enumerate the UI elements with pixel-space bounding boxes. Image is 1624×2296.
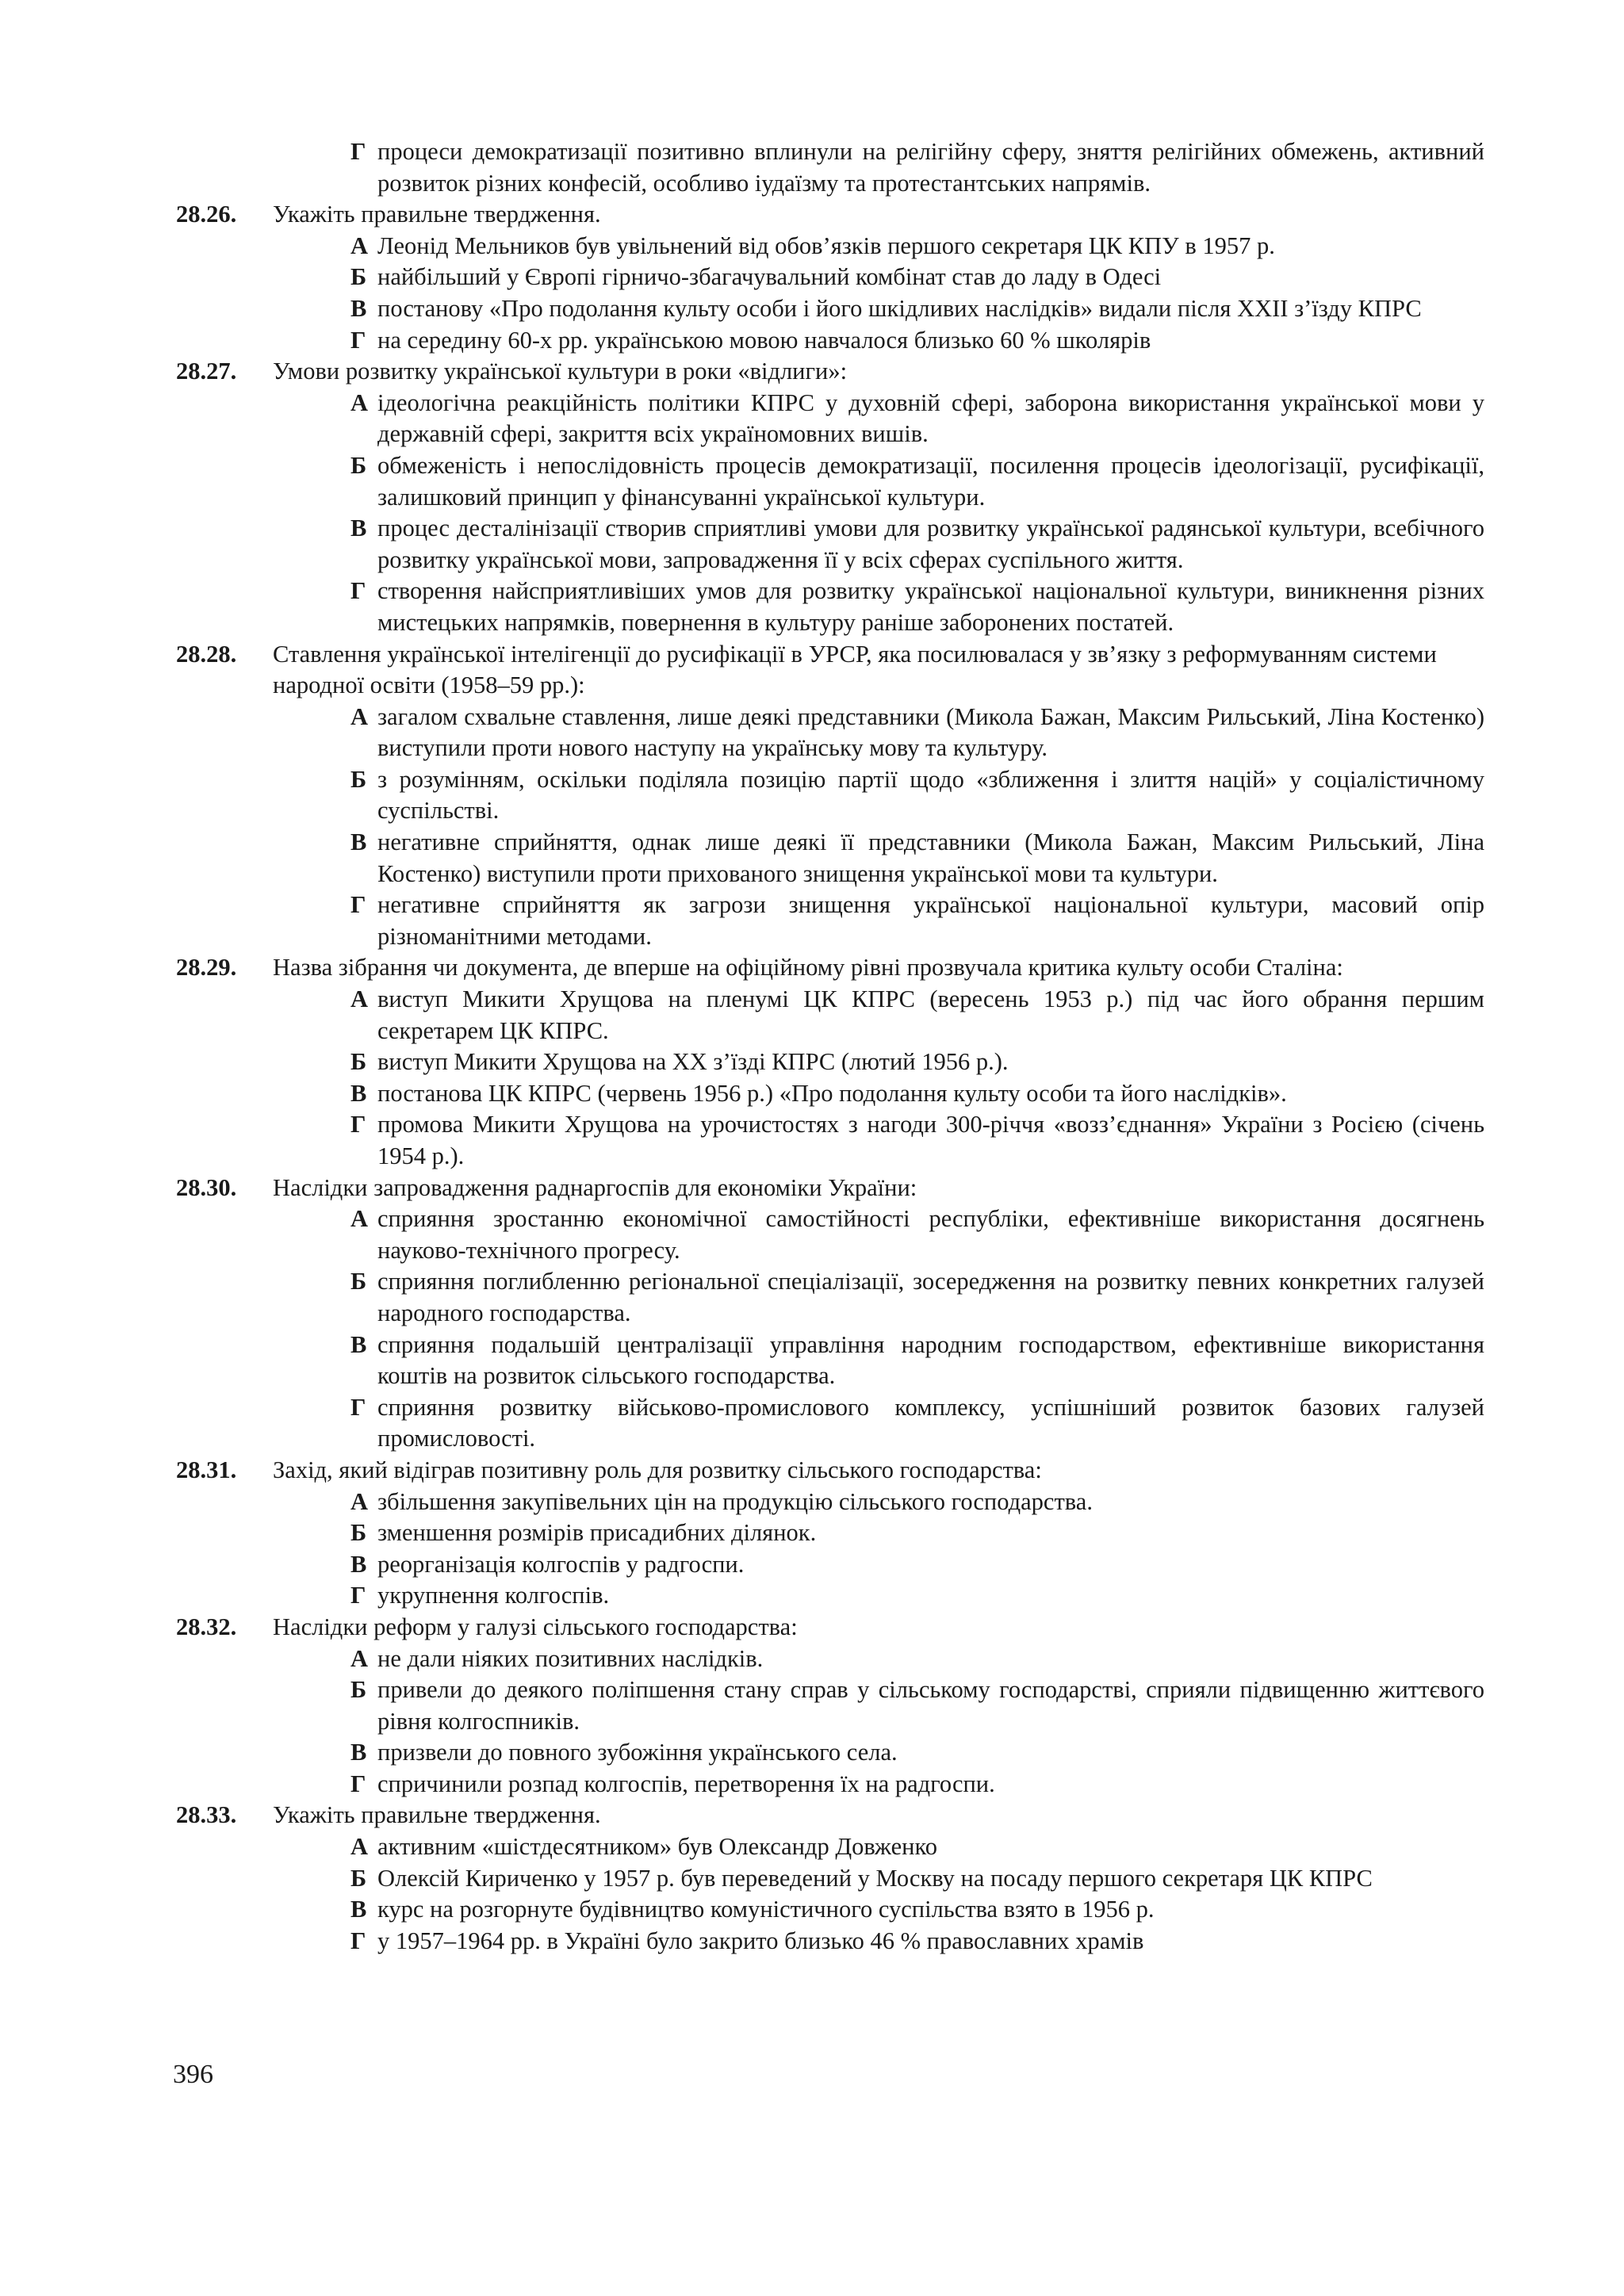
option-letter: В <box>350 1330 367 1358</box>
question-stem: Укажіть правильне твердження. <box>273 201 601 228</box>
answer-option <box>350 450 1484 513</box>
option-letter: Б <box>350 1519 367 1547</box>
question-stem: Наслідки запровадження раднаргоспів для економіки України: <box>273 1173 917 1201</box>
option-letter: А <box>350 388 369 416</box>
answer-option <box>350 1926 1484 1957</box>
option-text: привели до деякого поліпшення стану справ у сільському господарстві, сприяли підвищенню життєвого рівня колгоспників. <box>377 1676 1484 1735</box>
answer-option <box>350 1330 1484 1392</box>
option-text: з розумінням, оскільки поділяла позицію партії щодо «зближення і злиття націй» у соціалістичному суспільстві. <box>377 765 1484 825</box>
option-letter: В <box>350 515 367 542</box>
question-list <box>176 199 1484 1957</box>
answer-option <box>350 231 1484 262</box>
page-number: 396 <box>173 2060 213 2089</box>
option-text: спричинили розпад колгоспів, перетворення їх на радгоспи. <box>377 1770 995 1797</box>
answer-option <box>350 325 1484 357</box>
answer-options <box>273 231 1484 356</box>
option-text: сприяння поглибленню регіональної спеціалізації, зосередження на розвитку певних конкретних галузей народного господарства. <box>377 1268 1484 1326</box>
option-text: курс на розгорнуте будівництво комуністичного суспільства взято в 1956 р. <box>377 1896 1155 1923</box>
option-letter: Б <box>350 1048 367 1076</box>
option-letter: А <box>350 1833 369 1861</box>
answer-option <box>350 1549 1484 1581</box>
answer-options <box>273 984 1484 1173</box>
option-letter: Б <box>350 451 367 479</box>
option-text: призвели до повного зубожіння українського села. <box>377 1739 898 1766</box>
answer-option <box>350 513 1484 576</box>
answer-options <box>273 388 1484 639</box>
option-letter: В <box>350 1079 367 1107</box>
option-letter: А <box>350 1205 369 1233</box>
answer-options <box>273 1487 1484 1612</box>
question <box>176 356 1484 638</box>
question-stem: Ставлення української інтелігенції до русифікації в УРСР, яка посилювалася у зв’язку з реформуванням системи народної освіти (1958–59 рр.): <box>273 640 1437 699</box>
option-text: сприяння зростанню економічної самостійності республіки, ефективніше використання досягнень науково-технічного прогресу. <box>377 1205 1484 1264</box>
answer-option <box>350 1644 1484 1675</box>
leading-option <box>176 136 1484 199</box>
answer-option <box>350 1392 1484 1455</box>
option-text: обмеженість і непослідовність процесів демократизації, посилення процесів ідеологізації, русифікації, залишковий принцип у фінансуванні української культури. <box>377 451 1484 511</box>
option-letter: В <box>350 1739 367 1766</box>
option-letter: В <box>350 828 367 856</box>
option-text: процеси демократизації позитивно вплинули на релігійну сферу, зняття релігійних обмежень, активний розвиток різних конфесій, особливо іудаїзму та протестантських напрямів. <box>377 138 1484 197</box>
answer-option <box>350 1266 1484 1329</box>
option-text: негативне сприйняття, однак лише деякі її представники (Микола Бажан, Максим Рильський, Ліна Костенко) виступили проти прихованого знищення української мови та культури. <box>377 828 1484 887</box>
question-stem: Умови розвитку української культури в роки «відлиги»: <box>273 358 848 385</box>
option-text: створення найсприятливіших умов для розвитку української національної культури, виникнення різних мистецьких напрямків, повернення в культуру раніше заборонених постатей. <box>377 577 1484 636</box>
question <box>176 1455 1484 1612</box>
answer-option <box>350 1737 1484 1769</box>
option-letter: Г <box>350 1582 366 1609</box>
answer-option <box>350 827 1484 890</box>
option-letter: В <box>350 1896 367 1923</box>
question <box>176 952 1484 1172</box>
question-stem: Наслідки реформ у галузі сільського господарства: <box>273 1613 798 1640</box>
question-number: 28.33. <box>176 1801 237 1829</box>
option-letter: Б <box>350 1676 367 1704</box>
option-text: не дали ніяких позитивних наслідків. <box>377 1644 764 1672</box>
option-letter: Г <box>350 1393 366 1421</box>
option-text: на середину 60-х рр. українською мовою навчалося близько 60 % школярів <box>377 326 1151 354</box>
option-letter: А <box>350 1644 369 1672</box>
answer-option <box>350 1863 1484 1895</box>
question <box>176 1800 1484 1957</box>
option-text: Леонід Мельников був увільнений від обов’язків першого секретаря ЦК КПУ в 1957 р. <box>377 232 1275 259</box>
option-text: промова Микити Хрущова на урочистостях з нагоди 300-річчя «возз’єднання» України з Росією (січень 1954 р.). <box>377 1111 1484 1169</box>
option-letter: Г <box>350 577 366 605</box>
option-letter: Г <box>350 1770 366 1797</box>
question <box>176 1173 1484 1455</box>
option-letter: А <box>350 1487 369 1515</box>
option-letter: Г <box>350 326 366 354</box>
option-text: сприяння розвитку військово-промислового комплексу, успішніший розвиток базових галузей промисловості. <box>377 1393 1484 1452</box>
answer-option <box>350 1894 1484 1926</box>
question <box>176 199 1484 356</box>
option-letter: Б <box>350 765 367 793</box>
answer-option <box>350 1047 1484 1078</box>
option-letter: Г <box>350 138 366 165</box>
answer-option <box>350 1517 1484 1549</box>
question-number: 28.32. <box>176 1613 237 1640</box>
option-text: загалом схвальне ставлення, лише деякі представники (Микола Бажан, Максим Рильський, Ліна Костенко) виступили проти нового наступу на українську мову та культуру. <box>377 702 1484 762</box>
answer-option <box>350 293 1484 325</box>
option-text: постанова ЦК КПРС (червень 1956 р.) «Про подолання культу особи та його наслідків». <box>377 1079 1287 1107</box>
answer-options <box>273 1203 1484 1455</box>
option-text: активним «шістдесятником» був Олександр Довженко <box>377 1833 937 1861</box>
answer-option <box>350 702 1484 764</box>
answer-option <box>350 764 1484 827</box>
question-number: 28.31. <box>176 1456 237 1483</box>
answer-option <box>350 984 1484 1047</box>
question <box>176 1612 1484 1800</box>
option-text: виступ Микити Хрущова на XX з’їзді КПРС (лютий 1956 р.). <box>377 1048 1009 1076</box>
answer-option <box>350 388 1484 450</box>
option-letter: Г <box>350 1111 366 1138</box>
option-text: найбільший у Європі гірничо-збагачувальний комбінат став до ладу в Одесі <box>377 263 1162 291</box>
answer-option <box>350 262 1484 293</box>
question-number: 28.26. <box>176 201 237 228</box>
question-stem: Укажіть правильне твердження. <box>273 1801 601 1829</box>
option-text: ідеологічна реакційність політики КПРС у духовній сфері, заборона використання української мови у державній сфері, закриття всіх україномовних вишів. <box>377 388 1484 448</box>
answer-option <box>350 1487 1484 1518</box>
answer-option <box>350 1831 1484 1863</box>
option-text: процес десталінізації створив сприятливі умови для розвитку української радянської культури, всебічного розвитку української мови, запровадження її у всіх сферах суспільного життя. <box>377 515 1484 573</box>
answer-option <box>350 576 1484 638</box>
option-letter: Б <box>350 1268 367 1295</box>
option-text: зменшення розмірів присадибних ділянок. <box>377 1519 817 1547</box>
option-text: Олексій Кириченко у 1957 р. був переведений у Москву на посаду першого секретаря ЦК КПРС <box>377 1864 1373 1892</box>
answer-options <box>273 1644 1484 1800</box>
option-text: реорганізація колгоспів у радгоспи. <box>377 1550 745 1578</box>
option-text: постанову «Про подолання культу особи і його шкідливих наслідків» видали після XXII з’їзду КПРС <box>377 294 1422 322</box>
option-letter: А <box>350 702 369 730</box>
option-letter: А <box>350 985 369 1013</box>
question-number: 28.28. <box>176 640 237 668</box>
option-text: виступ Микити Хрущова на пленумі ЦК КПРС (вересень 1953 р.) під час його обрання першим секретарем ЦК КПРС. <box>377 985 1484 1044</box>
question-number: 28.29. <box>176 954 237 982</box>
question <box>176 639 1484 953</box>
page-content <box>176 136 1484 1957</box>
answer-option <box>350 1769 1484 1800</box>
option-letter: Г <box>350 1927 366 1954</box>
answer-options <box>273 702 1484 953</box>
question-number: 28.27. <box>176 358 237 385</box>
option-text: у 1957–1964 рр. в Україні було закрито близько 46 % православних храмів <box>377 1927 1144 1954</box>
answer-options <box>273 1831 1484 1957</box>
question-stem: Захід, який відіграв позитивну роль для розвитку сільського господарства: <box>273 1456 1042 1483</box>
option-letter: В <box>350 294 367 322</box>
option-text: укрупнення колгоспів. <box>377 1582 610 1609</box>
option-letter: Б <box>350 263 367 291</box>
answer-option <box>350 890 1484 952</box>
answer-option <box>350 1674 1484 1737</box>
answer-option <box>350 1580 1484 1612</box>
option-text: сприяння подальшій централізації управління народним господарством, ефективніше використання коштів на розвиток сільського господарства. <box>377 1330 1484 1390</box>
answer-option <box>350 1203 1484 1266</box>
answer-option <box>350 1078 1484 1110</box>
answer-option <box>350 1109 1484 1172</box>
option-letter: Б <box>350 1864 367 1892</box>
question-stem: Назва зібрання чи документа, де вперше на офіційному рівні прозвучала критика культу особи Сталіна: <box>273 954 1343 982</box>
option-letter: В <box>350 1550 367 1578</box>
option-letter: А <box>350 232 369 259</box>
option-letter: Г <box>350 891 366 919</box>
option-text: збільшення закупівельних цін на продукцію сільського господарства. <box>377 1487 1093 1515</box>
question-number: 28.30. <box>176 1173 237 1201</box>
option-text: негативне сприйняття як загрози знищення української національної культури, масовий опір різноманітними методами. <box>377 891 1484 950</box>
